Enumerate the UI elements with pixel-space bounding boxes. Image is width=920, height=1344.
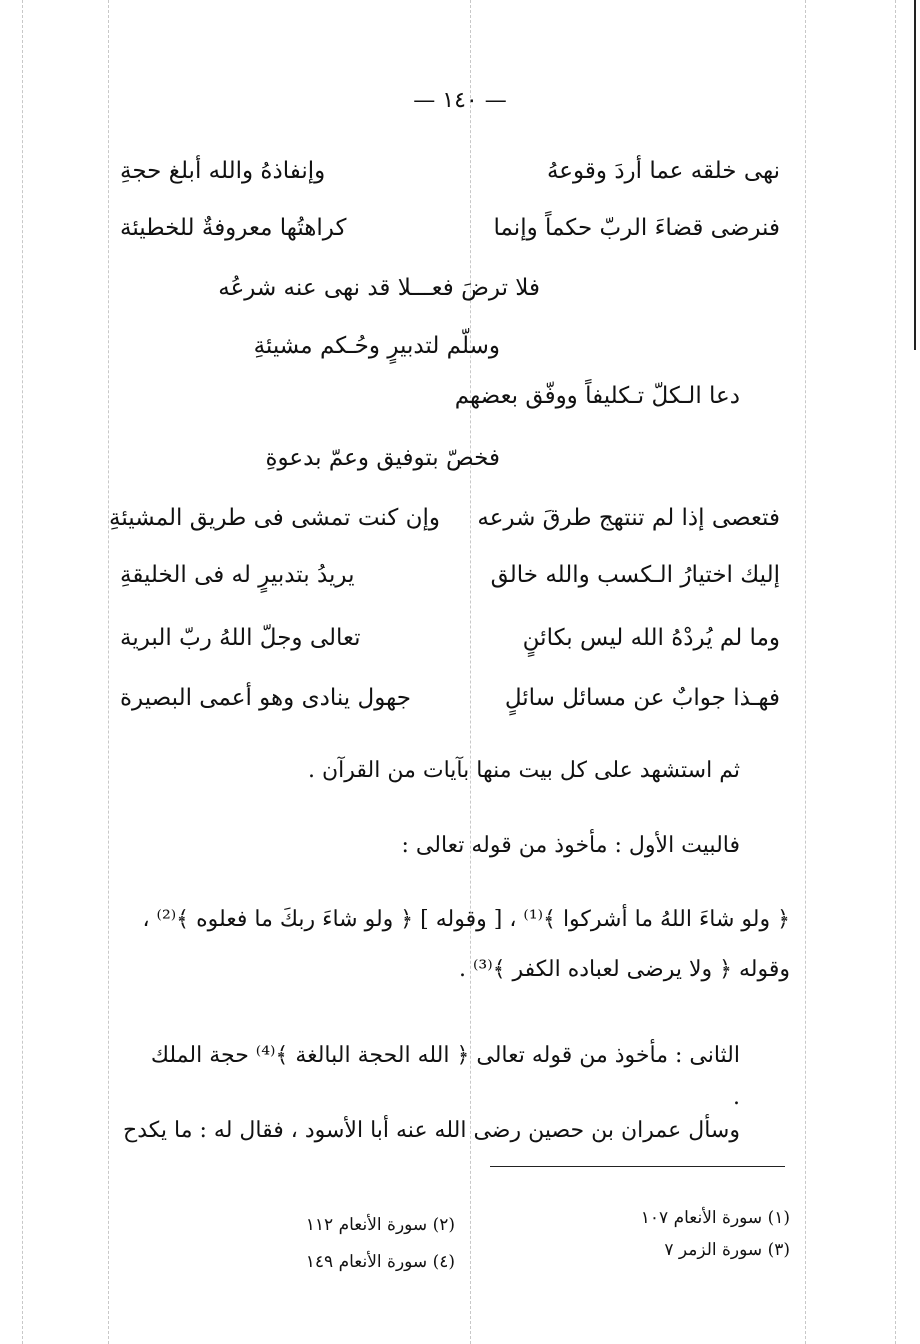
poem-verse xyxy=(109,505,780,545)
verse-first-hemistich: فهـذا جوابٌ عن مسائل سائلٍ xyxy=(504,685,780,711)
body-paragraph: فالبيت الأول : مأخوذ من قوله تعالى : xyxy=(401,833,740,858)
poem-verse xyxy=(120,685,780,725)
poem-line: دعا الـكلّ تـكليفاً ووفّق بعضهم xyxy=(454,383,740,409)
body-paragraph: ﴿ ولو شاءَ اللهُ ما أشركوا ﴾⁽¹⁾ ، [ وقوله ] ﴿ ولو شاءَ ربكَ ما فعلوه ﴾⁽²⁾ ، وقوله ﴿ ولا يرضى لعباده الكفر ﴾⁽³⁾ . xyxy=(142,907,790,982)
margin-guide xyxy=(108,0,109,1344)
verse-first-hemistich: نهى خلقه عما أردَ وقوعهُ xyxy=(546,158,780,184)
body-paragraph: ثم استشهد على كل بيت منها بآيات من القرآن . xyxy=(308,758,740,783)
verse-first-hemistich: فنرضى قضاءَ الربّ حكماً وإنما xyxy=(493,215,780,241)
verse-second-hemistich: وإن كنت تمشى فى طريق المشيئةِ xyxy=(109,505,440,531)
poem-verse xyxy=(120,625,780,665)
poem-verse xyxy=(120,562,780,602)
body-paragraph: الثانى : مأخوذ من قوله تعالى ﴿ الله الحجة البالغة ﴾⁽⁴⁾ حجة الملك . xyxy=(150,1043,740,1110)
verse-second-hemistich: جهول ينادى وهو أعمى البصيرة xyxy=(120,685,411,711)
verse-second-hemistich: يريدُ بتدبيرٍ له فى الخليقةِ xyxy=(120,562,355,588)
footnote: (٢) سورة الأنعام ١١٢ xyxy=(305,1215,455,1235)
footnote: (٤) سورة الأنعام ١٤٩ xyxy=(305,1252,455,1272)
poem-line: فخصّ بتوفيق وعمّ بدعوةِ xyxy=(265,445,500,471)
verse-second-hemistich: كراهتُها معروفةٌ للخطيئة xyxy=(120,215,347,241)
verse-first-hemistich: وما لم يُردْهُ الله ليس بكائنٍ xyxy=(522,625,780,651)
verse-first-hemistich: فتعصى إذا لم تنتهج طرقَ شرعه xyxy=(477,505,780,531)
body-paragraph: وسأل عمران بن حصين رضى الله عنه أبا الأسود ، فقال له : ما يكدح xyxy=(123,1118,740,1143)
page-number: — ١٤٠ — xyxy=(413,88,507,113)
margin-guide xyxy=(805,0,806,1344)
verse-second-hemistich: وإنفاذهُ والله أبلغ حجةِ xyxy=(120,158,326,184)
poem-line: فلا ترضَ فعـــلا قد نهى عنه شرعُه xyxy=(218,275,540,301)
footnote: (١) سورة الأنعام ١٠٧ xyxy=(640,1208,790,1228)
poem-line: وسلّم لتدبيرٍ وحُـكم مشيئةِ xyxy=(253,333,500,359)
verse-second-hemistich: تعالى وجلّ اللهُ ربّ البرية xyxy=(120,625,361,651)
footnote-separator xyxy=(490,1166,785,1167)
margin-guide xyxy=(22,0,23,1344)
poem-verse xyxy=(120,215,780,255)
verse-first-hemistich: إليك اختيارُ الـكسب والله خالق xyxy=(490,562,780,588)
poem-verse xyxy=(120,158,780,198)
margin-guide xyxy=(895,0,896,1344)
footnote: (٣) سورة الزمر ٧ xyxy=(664,1240,790,1260)
page-edge-line xyxy=(914,0,916,350)
